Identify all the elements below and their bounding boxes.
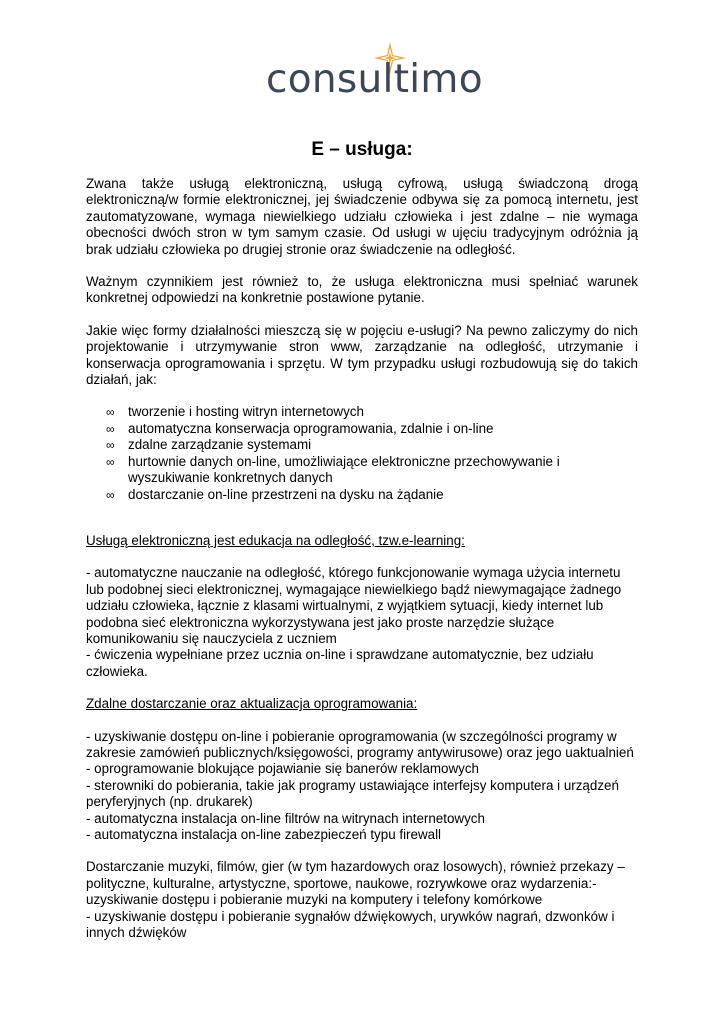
text-line: udziału człowieka, łącznie z klasami wirtualnymi, z wyjątkiem sytuacji, kiedy internet lub — [86, 598, 604, 614]
infinity-bullet-icon: ∞ — [106, 487, 115, 502]
intro-paragraph-1: Zwana także usługą elektroniczną, usługą cyfrową, usługą świadczoną drogą elektroniczną/w formie elektronicznej, jej świadczenie odbywa się za pomocą internetu, jest zautomatyzowane, wymaga niewielkiego udziału człowieka i jest zdalne – nie wymaga obecności dwóch stron w tym samym czasie. Od usługi w ujęciu tradycyjnym odróżnia ją brak udziału człowieka po drugiej stronie oraz świadczenie na odległość. — [86, 176, 638, 257]
text-line: - automatyczna instalacja on-line filtrów na witrynach internetowych — [86, 810, 485, 826]
text-line: - uzyskiwanie dostępu i pobieranie sygnałów dźwiękowych, urywków nagrań, dzwonków i — [86, 908, 615, 924]
list-item: ∞ hurtownie danych on-line, umożliwiające elektroniczne przechowywanie i wyszukiwanie konkretnych danych — [106, 453, 560, 486]
list-item: ∞ automatyczna konserwacja oprogramowania, zdalnie i on-line — [106, 420, 494, 436]
list-item: ∞ zdalne zarządzanie systemami — [106, 437, 312, 453]
media-section — [86, 859, 638, 941]
document-body — [86, 176, 638, 941]
software-heading: Zdalne dostarczanie oraz aktualizacja oprogramowania: — [86, 696, 418, 712]
list-item: ∞ tworzenie i hosting witryn internetowych — [106, 404, 364, 420]
text-line: - uzyskiwanie dostępu on-line i pobieranie oprogramowania (w szczególności programy w — [86, 728, 617, 744]
text-line: innych dźwięków — [86, 925, 187, 941]
intro-paragraph-2: Ważnym czynnikiem jest również to, że usługa elektroniczna musi spełniać warunek konkretnej odpowiedzi na konkretnie postawione pytanie. — [86, 274, 638, 306]
infinity-bullet-icon: ∞ — [106, 438, 115, 453]
services-list — [86, 404, 638, 502]
text-line: - sterowniki do pobierania, takie jak programy ustawiające interfejsy komputera i urządzeń — [86, 777, 619, 793]
text-line: zakresie zamówień publicznych/księgowości, programy antywirusowe) oraz jego uaktualnień — [86, 744, 634, 760]
text-line: polityczne, kulturalne, artystyczne, sportowe, naukowe, rozrywkowe oraz wydarzenia:- — [86, 875, 597, 891]
text-line: komunikowaniu się nauczyciela z uczniem — [86, 630, 337, 646]
text-line: uzyskiwanie dostępu i pobieranie muzyki na komputery i telefony komórkowe — [86, 892, 543, 908]
text-line: człowieka. — [86, 663, 148, 679]
elearning-heading: Usługą elektroniczną jest edukacja na odległość, tzw.e-learning: — [86, 532, 465, 548]
text-line: podobna sieć elektroniczna wykorzystywana jest jako proste narzędzie służące — [86, 614, 555, 630]
text-line: Dostarczanie muzyki, filmów, gier (w tym hazardowych oraz losowych), również przekazy – — [86, 859, 625, 875]
infinity-bullet-icon: ∞ — [106, 421, 115, 436]
logo-text: consultimo — [266, 57, 483, 102]
page-title: E – usługa: — [311, 139, 413, 160]
text-line: - automatyczne nauczanie na odległość, którego funkcjonowanie wymaga użycia internetu — [86, 565, 621, 581]
intro-paragraph-3: Jakie więc formy działalności mieszczą się w pojęciu e-usługi? Na pewno zaliczymy do nich projektowanie i utrzymywanie stron www, zarządzanie na odległość, utrzymanie i konserwacja oprogramowania i sprzętu. W tym przypadku usługi rozbudowują się do takich działań, jak: — [86, 322, 638, 388]
text-line: peryferyjnych (np. drukarek) — [86, 794, 253, 810]
elearning-section — [86, 565, 638, 680]
text-line: - automatyczna instalacja on-line zabezpieczeń typu firewall — [86, 827, 442, 842]
infinity-bullet-icon: ∞ — [106, 405, 115, 420]
logo — [266, 42, 483, 104]
text-line: lub podobnej sieci elektronicznej, wymagające niewielkiego bądź niewymagające żadnego — [86, 581, 622, 597]
software-section — [86, 729, 638, 844]
text-line: - oprogramowanie blokujące pojawianie się banerów reklamowych — [86, 761, 479, 777]
text-line: - ćwiczenia wypełniane przez ucznia on-line i sprawdzane automatycznie, bez udziału — [86, 647, 594, 663]
list-item: ∞ dostarczanie on-line przestrzeni na dysku na żądanie — [106, 486, 444, 502]
infinity-bullet-icon: ∞ — [106, 454, 115, 469]
